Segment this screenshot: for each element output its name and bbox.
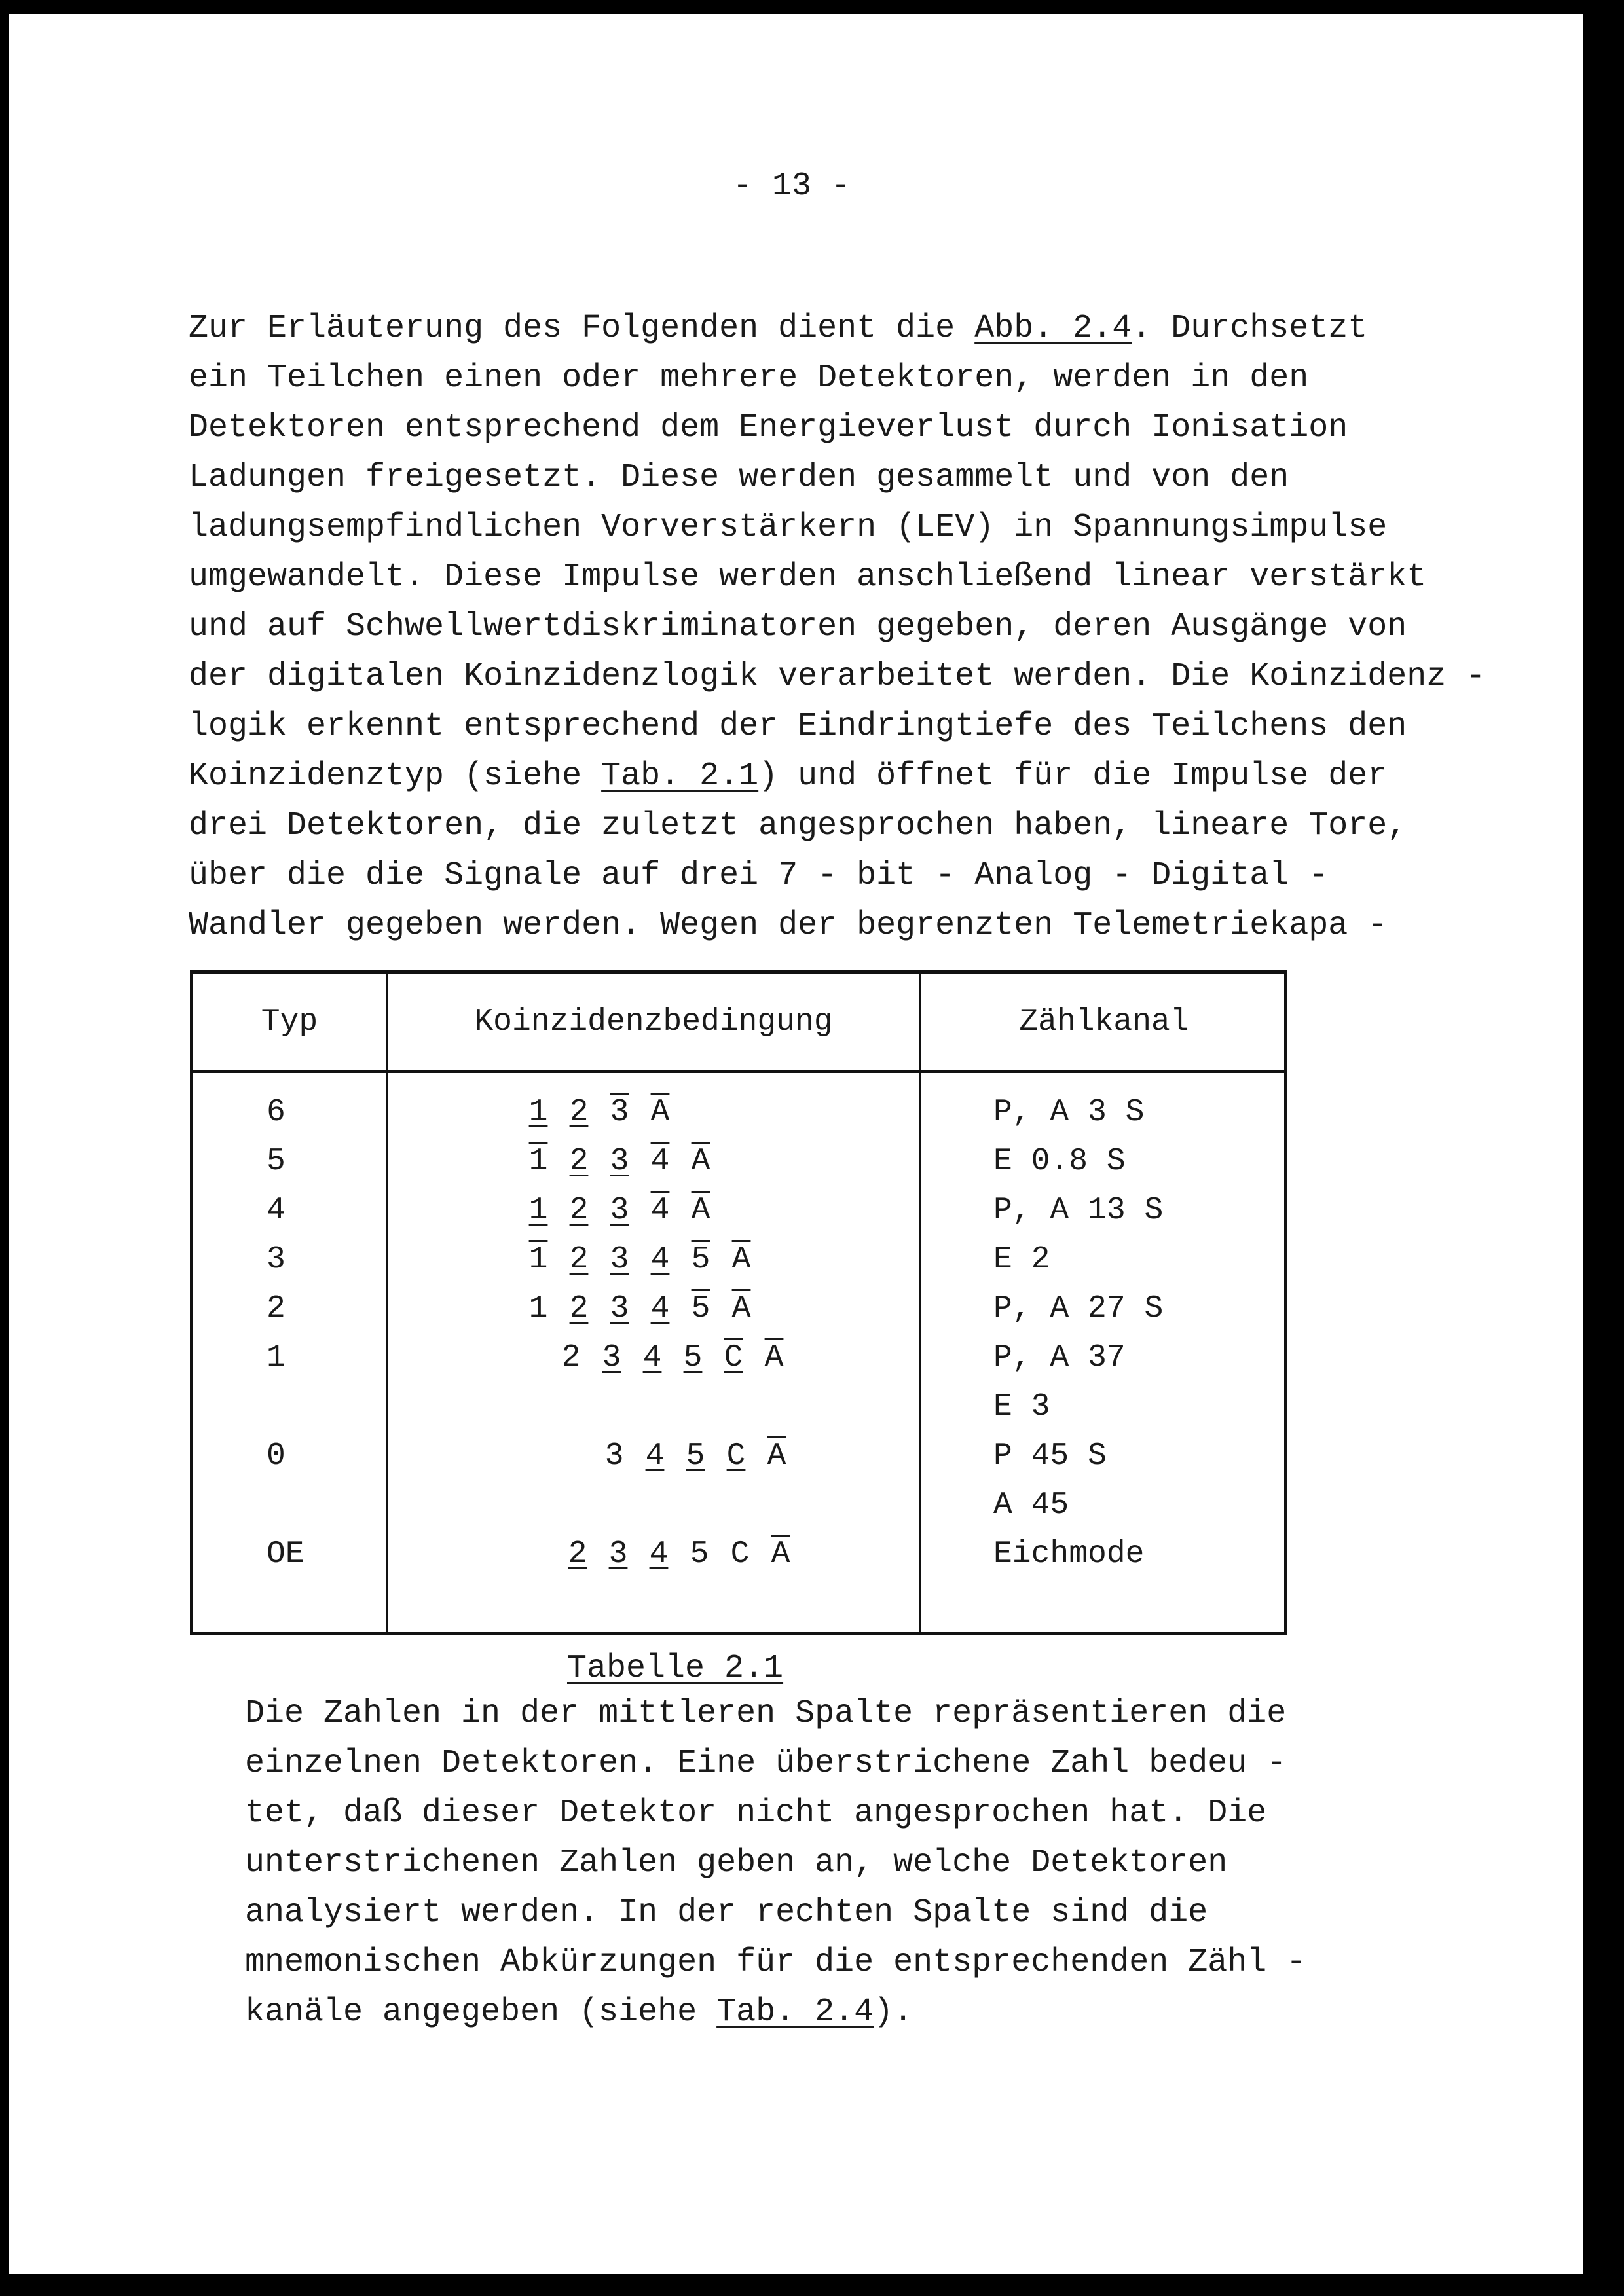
text-span: Wandler gegeben werden. Wegen der begrenzten Telemetriekapa - [189,907,1388,944]
text-line [245,1789,1306,1838]
text-span: . Durchsetzt [1132,310,1368,347]
text-line [189,801,1485,851]
detector-symbol: $\overline{A}$ [764,1340,784,1376]
scan-border-right [1583,0,1624,2296]
detector-symbol: 3 [602,1340,621,1376]
koinzidenz-cell [518,1240,762,1279]
text-span: logik erkennt entsprechend der Eindringtiefe des Teilchens den [189,708,1407,745]
text-line [189,851,1485,901]
text-span: umgewandelt. Diese Impulse werden anschließend linear verstärkt [189,558,1427,596]
text-span: ladungsempfindlichen Vorverstärkern (LEV) in Spannungsimpulse [189,509,1388,546]
detector-symbol: 5 [691,1291,710,1326]
zaehlkanal-cell: P, A 37 [993,1340,1126,1376]
koinzidenz-cell [518,1142,721,1181]
detector-symbol: 4 [649,1537,669,1572]
detector-symbol: 1 [528,1095,548,1130]
text-line [245,1888,1306,1938]
detector-symbol: 2 [569,1193,589,1228]
typ-cell: 2 [267,1291,286,1326]
zaehlkanal-cell: P 45 S [993,1438,1107,1474]
detector-symbol: $\overline{A}$ [691,1193,710,1228]
reference-link: Abb. 2.4 [974,310,1132,347]
text-span: und auf Schwellwertdiskriminatoren gegeben, deren Ausgänge von [189,608,1407,646]
zaehlkanal-cell: P, A 27 S [993,1291,1164,1326]
detector-symbol: 2 [569,1095,589,1130]
text-span: ein Teilchen einen oder mehrere Detektoren, werden in den [189,359,1309,397]
text-span: Ladungen freigesetzt. Diese werden gesammelt und von den [189,459,1289,496]
detector-symbol: 4 [642,1340,662,1376]
zaehlkanal-cell: P, A 3 S [993,1095,1145,1130]
reference-link: Tab. 2.4 [716,1994,874,2031]
detector-symbol: 2 [569,1144,589,1179]
text-span: Koinzidenztyp (siehe [189,757,602,795]
detector-symbol: 3 [610,1144,629,1179]
reference-link: Tab. 2.1 [601,757,759,795]
koinzidenz-cell [551,1338,794,1377]
text-span: unterstrichenen Zahlen geben an, welche Detektoren [245,1844,1228,1882]
typ-cell: 3 [267,1242,286,1277]
detector-symbol: $\overline{A}$ [731,1291,751,1326]
detector-symbol: 3 [610,1095,629,1130]
detector-symbol: 3 [610,1242,629,1277]
koinzidenz-table [190,970,1287,1635]
detector-symbol: 2 [569,1291,589,1326]
detector-symbol: 2 [561,1340,581,1376]
text-line [245,1838,1306,1888]
detector-symbol: 5 [683,1340,703,1376]
text-span: einzelnen Detektoren. Eine überstrichene Zahl bedeu - [245,1745,1287,1782]
zaehlkanal-cell: E 2 [993,1242,1050,1277]
detector-symbol: 5 [690,1537,709,1572]
text-span: Detektoren entsprechend dem Energieverlust durch Ionisation [189,409,1348,446]
detector-symbol: 2 [568,1537,587,1572]
koinzidenz-cell [557,1535,801,1574]
text-line [245,1938,1306,1988]
text-line [189,752,1485,801]
detector-symbol: 4 [650,1242,670,1277]
detector-symbol: 1 [528,1291,548,1326]
typ-cell: 5 [267,1144,286,1179]
typ-cell: 6 [267,1095,286,1130]
scan-border-top [0,0,1624,14]
detector-symbol: 1 [528,1144,548,1179]
text-line [189,553,1485,602]
text-span: über die die Signale auf drei 7 - bit - Analog - Digital - [189,857,1329,894]
page-number: - 13 - [732,168,851,205]
detector-symbol: 3 [610,1291,629,1326]
typ-cell: OE [267,1537,304,1572]
detector-symbol: 4 [650,1193,670,1228]
detector-symbol: $\overline{A}$ [771,1537,790,1572]
body-paragraph-2 [245,1689,1306,2037]
detector-symbol: C [730,1537,750,1572]
koinzidenz-cell [518,1093,680,1132]
detector-symbol: 2 [569,1242,589,1277]
detector-symbol: 4 [650,1291,670,1326]
zaehlkanal-cell: E 0.8 S [993,1144,1126,1179]
scan-border-bottom [0,2274,1624,2296]
detector-symbol: C [724,1340,743,1376]
zaehlkanal-cell: E 3 [993,1389,1050,1425]
koinzidenz-cell [594,1436,797,1476]
typ-cell: 4 [267,1193,286,1228]
text-line [245,1988,1306,2037]
detector-symbol: $\overline{A}$ [650,1095,670,1130]
text-line [189,702,1485,752]
text-span: Die Zahlen in der mittleren Spalte repräsentieren die [245,1695,1287,1732]
text-line [245,1739,1306,1789]
header-typ: Typ [261,1004,318,1040]
koinzidenz-cell [518,1191,721,1230]
text-span: analysiert werden. In der rechten Spalte sind die [245,1894,1208,1931]
detector-symbol: 5 [691,1242,710,1277]
koinzidenz-cell [518,1289,762,1328]
text-line [245,1689,1306,1739]
text-line [189,901,1485,951]
text-line [189,602,1485,652]
detector-symbol: $\overline{A}$ [731,1242,751,1277]
detector-symbol: 1 [528,1193,548,1228]
text-span: der digitalen Koinzidenzlogik verarbeitet werden. Die Koinzidenz - [189,658,1486,695]
detector-symbol: 4 [650,1144,670,1179]
text-line [189,354,1485,403]
text-span: Zur Erläuterung des Folgenden dient die [189,310,975,347]
text-span: ). [874,1994,913,2031]
detector-symbol: 3 [610,1193,629,1228]
zaehlkanal-cell: P, A 13 S [993,1193,1164,1228]
text-span: tet, daß dieser Detektor nicht angesprochen hat. Die [245,1795,1267,1832]
detector-symbol: C [726,1438,746,1474]
text-line [189,453,1485,503]
table-header-divider [193,1070,1284,1073]
text-span: kanäle angegeben (siehe [245,1994,717,2031]
typ-cell: 0 [267,1438,286,1474]
zaehlkanal-cell: A 45 [993,1487,1069,1523]
detector-symbol: $\overline{A}$ [767,1438,786,1474]
scan-border-left [0,0,9,2296]
detector-symbol: 1 [528,1242,548,1277]
detector-symbol: 4 [645,1438,665,1474]
typ-cell: 1 [267,1340,286,1376]
detector-symbol: 5 [686,1438,705,1474]
detector-symbol: 3 [608,1537,628,1572]
text-line [189,652,1485,702]
text-line [189,403,1485,453]
body-paragraph-1 [189,304,1485,951]
text-line [189,304,1485,354]
header-zaehlkanal: Zählkanal [1019,1004,1189,1040]
detector-symbol: 3 [604,1438,624,1474]
table-caption: Tabelle 2.1 [567,1650,784,1687]
zaehlkanal-cell: Eichmode [993,1537,1145,1572]
text-span: mnemonischen Abkürzungen für die entsprechenden Zähl - [245,1944,1306,1981]
detector-symbol: $\overline{A}$ [691,1144,710,1179]
header-koinzidenzbedingung: Koinzidenzbedingung [474,1004,833,1040]
text-line [189,503,1485,553]
text-span: ) und öffnet für die Impulse der [758,757,1388,795]
text-span: drei Detektoren, die zuletzt angesprochen haben, lineare Tore, [189,807,1407,845]
